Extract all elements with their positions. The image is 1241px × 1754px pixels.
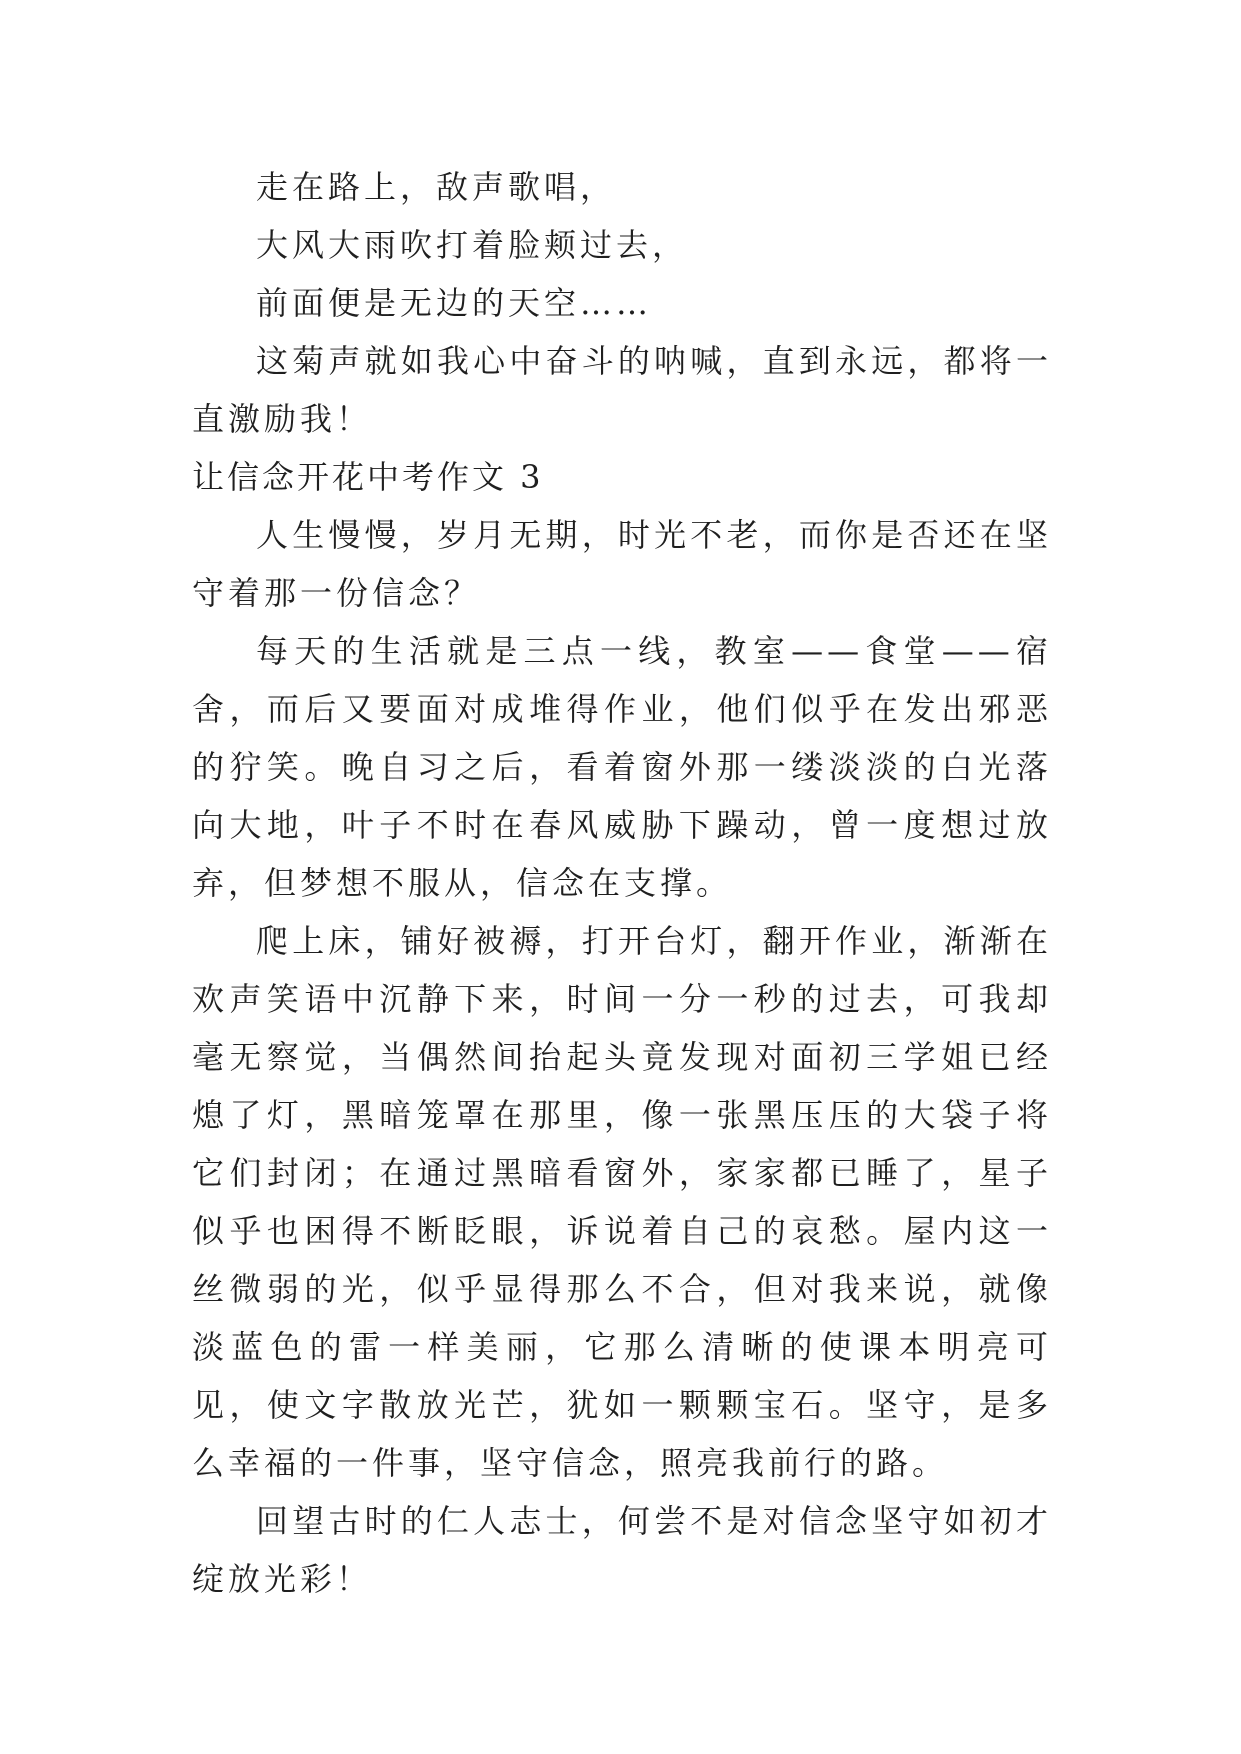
paragraph-intro: 人生慢慢，岁月无期，时光不老，而你是否还在坚守着那一份信念？ (192, 516, 1052, 612)
poem-line-1: 走在路上，敌声歌唱， (256, 168, 617, 206)
poem-line-2: 大风大雨吹打着脸颊过去， (256, 226, 689, 264)
paragraph-ancient-sages: 回望古时的仁人志士，何尝不是对信念坚守如初才绽放光彩！ (192, 1502, 1052, 1598)
section-title: 让信念开花中考作文 3 (192, 458, 544, 496)
paragraph-night-study: 爬上床，铺好被褥，打开台灯，翻开作业，渐渐在欢声笑语中沉静下来，时间一分一秒的过去，可我却毫无察觉，当偶然间抬起头竟发现对面初三学姐已经熄了灯，黑暗笼罩在那里，像一张黑压压的大袋子将它们封闭；在通过黑暗看窗外，家家都已睡了，星子似乎也困得不断眨眼，诉说着自己的哀愁。屋内这一丝微弱的光，似乎显得那么不合，但对我来说，就像淡蓝色的雷一样美丽，它那么清晰的使课本明亮可见，使文字散放光芒，犹如一颗颗宝石。坚守，是多么幸福的一件事，坚守信念，照亮我前行的路。 (192, 922, 1052, 1482)
poem-line-3: 前面便是无边的天空…… (256, 284, 653, 322)
paragraph-closing-poem: 这菊声就如我心中奋斗的呐喊，直到永远，都将一直激励我！ (192, 342, 1052, 438)
document-body (192, 158, 1052, 1608)
paragraph-daily-life: 每天的生活就是三点一线，教室——食堂——宿舍，而后又要面对成堆得作业，他们似乎在发出邪恶的狞笑。晚自习之后，看着窗外那一缕淡淡的白光落向大地，叶子不时在春风威胁下躁动，曾一度想过放弃，但梦想不服从，信念在支撑。 (192, 632, 1052, 902)
